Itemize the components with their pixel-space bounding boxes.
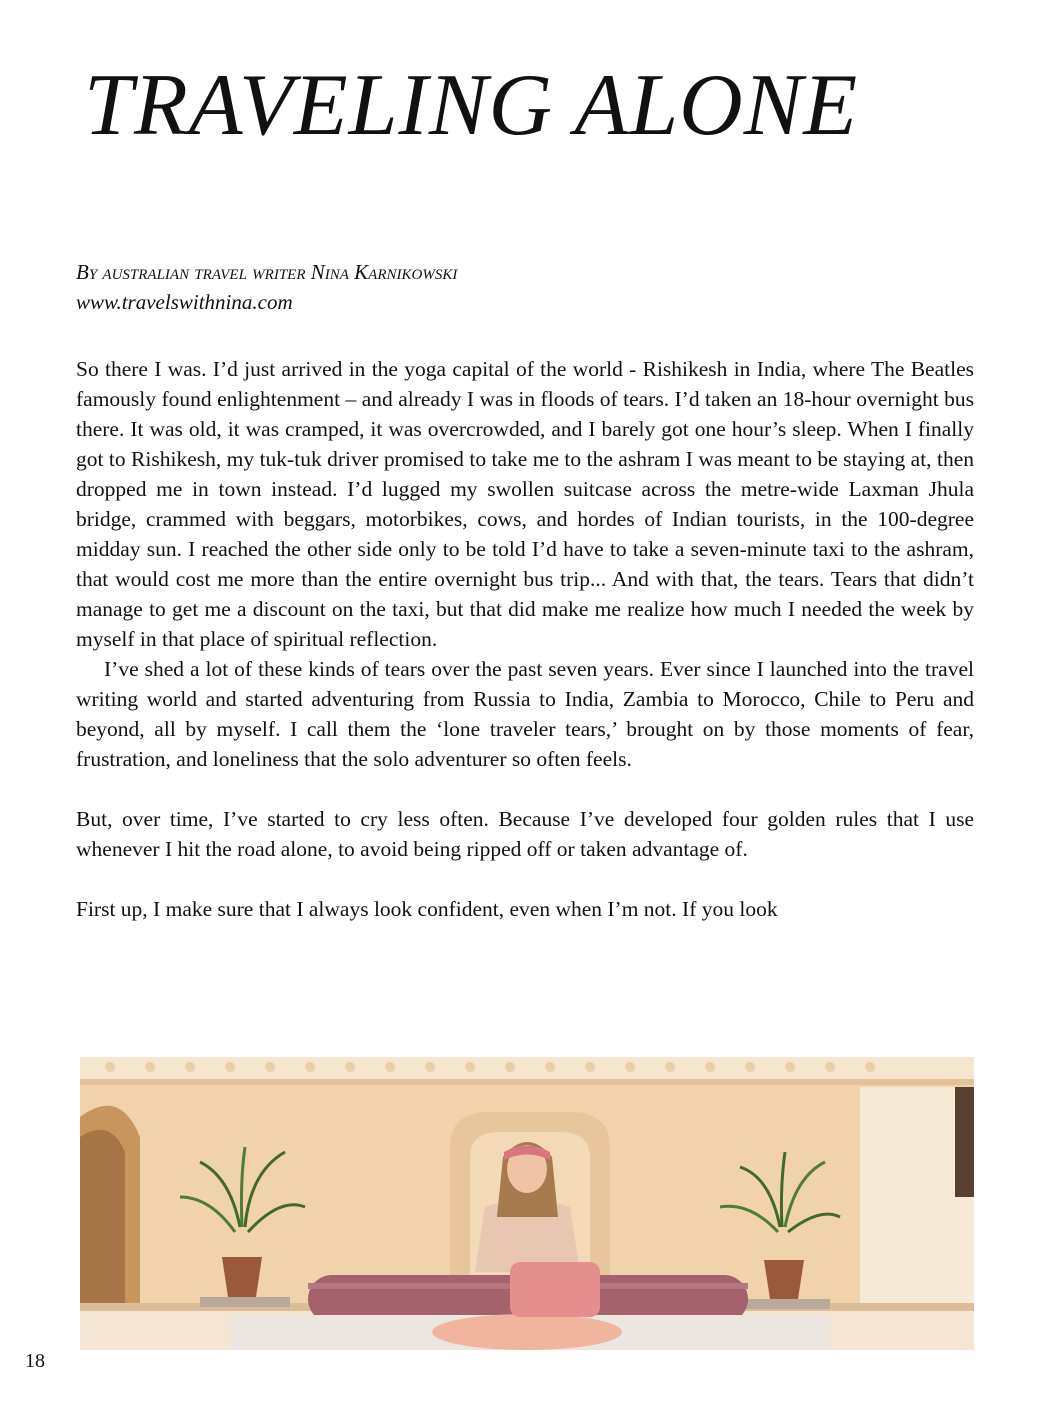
paragraph-4: First up, I make sure that I always look confident, even when I’m not. If you look xyxy=(76,897,778,921)
paragraph-3: But, over time, I’ve started to cry less often. Because I’ve developed four golden rules that I use whenever I hit the road alone, to avoid being ripped off or taken advantage of. xyxy=(76,807,974,861)
paragraph-2: I’ve shed a lot of these kinds of tears over the past seven years. Ever since I launched into the travel writing world and started adventuring from Russia to India, Zambia to Morocco, Chile to Peru and beyond, all by myself. I call them the ‘lone traveler tears,’ brought on by those moments of fear, frustration, and loneliness that the solo adventurer so often feels. xyxy=(76,657,974,771)
website-link[interactable]: www.travelswithnina.com xyxy=(76,290,293,314)
photo-illustration xyxy=(80,1057,974,1350)
page-number: 18 xyxy=(25,1350,45,1372)
article-photo xyxy=(80,1057,974,1350)
article-title: TRAVELING ALONE xyxy=(84,57,859,154)
article-body xyxy=(76,354,974,924)
author-credit: By australian travel writer Nina Karnikowski xyxy=(76,260,458,284)
byline xyxy=(76,257,457,317)
paragraph-1: So there I was. I’d just arrived in the yoga capital of the world - Rishikesh in India, where The Beatles famously found enlightenment – and already I was in floods of tears. I’d taken an 18-hour overnight bus there. It was old, it was cramped, it was overcrowded, and I barely got one hour’s sleep. When I finally got to Rishikesh, my tuk-tuk driver promised to take me to the ashram I was meant to be staying at, then dropped me in town instead. I’d lugged my swollen suitcase across the metre-wide Laxman Jhula bridge, crammed with beggars, motorbikes, cows, and hordes of Indian tourists, in the 100-degree midday sun. I reached the other side only to be told I’d have to take a seven-minute taxi to the ashram, that would cost me more than the entire overnight bus trip... And with that, the tears. Tears that didn’t manage to get me a discount on the taxi, but that did make me realize how much I needed the week by myself in that place of spiritual reflection. xyxy=(76,357,974,651)
